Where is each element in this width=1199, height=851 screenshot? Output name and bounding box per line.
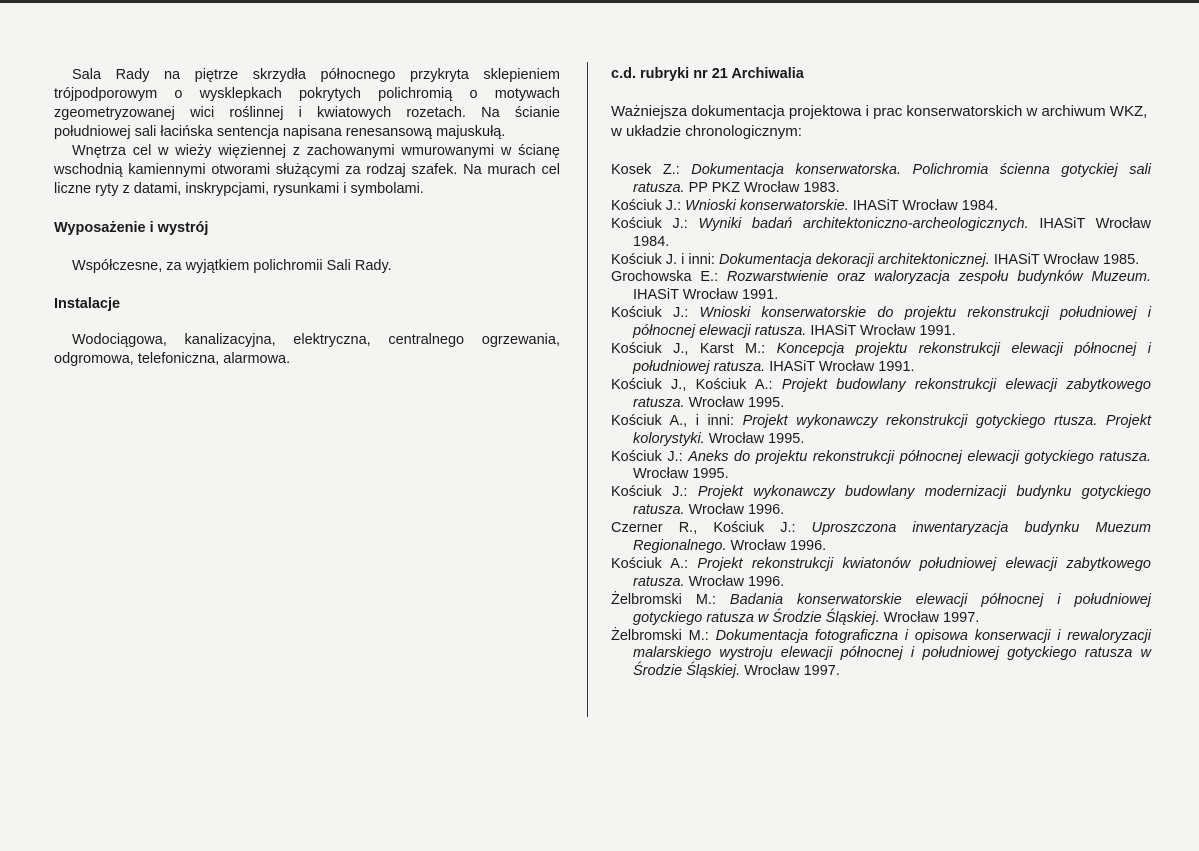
reference-item (611, 484, 1151, 520)
top-border (0, 0, 1199, 3)
reference-author: Kościuk J.: (611, 448, 689, 465)
reference-item (611, 216, 1151, 252)
reference-list (611, 162, 1151, 681)
reference-title: Wnioski konserwatorskie do projektu rekonstrukcji południowej i północnej elewacji ratusza. (633, 305, 1151, 340)
reference-title: Wyniki badań architektoniczno-archeologicznych. (698, 215, 1029, 232)
reference-publisher: Wrocław 1996. (726, 538, 827, 555)
reference-publisher: Wrocław 1996. (684, 573, 785, 590)
reference-title: Aneks do projektu rekonstrukcji północnej elewacji gotyckiego ratusza. (688, 448, 1152, 465)
reference-publisher: IHASiT Wrocław 1991. (633, 287, 779, 304)
reference-title: Badania konserwatorskie elewacji północnej i południowej gotyckiego ratusza w Środzie Śląskiej. (633, 591, 1151, 626)
paragraph-prison-tower: Wnętrza cel w wieży więziennej z zachowanymi wmurowanymi w ścianę wschodnią kamiennymi otworami służącymi za rodzaj szafek. Na murach cel liczne ryty z datami, inskrypcjami, rysunkami i symbolami. (54, 143, 560, 197)
reference-item (611, 305, 1151, 341)
reference-publisher: Wrocław 1997. (740, 663, 840, 680)
reference-title: Projekt budowlany rekonstrukcji elewacji zabytkowego ratusza. (633, 376, 1151, 411)
reference-title: Koncepcja projektu rekonstrukcji elewacji północnej i południowej ratusza. (633, 341, 1151, 375)
reference-author: Kościuk J., Karst M.: (611, 341, 777, 358)
reference-publisher: IHASiT Wrocław 1985. (989, 251, 1140, 268)
reference-title: Rozwarstwienie oraz waloryzacja zespołu budynków Muzeum. (726, 269, 1151, 286)
reference-publisher: IHASiT Wrocław 1984. (848, 197, 999, 214)
reference-publisher: IHASiT Wrocław 1984. (633, 215, 1152, 250)
reference-author: Kościuk J., Kościuk A.: (611, 376, 782, 393)
reference-publisher: Wrocław 1996. (684, 502, 785, 519)
reference-author: Kościuk J.: (611, 215, 699, 232)
reference-item (611, 449, 1151, 485)
reference-item (611, 341, 1151, 377)
reference-author: Żelbromski M.: (611, 591, 730, 608)
reference-publisher: Wrocław 1997. (879, 609, 980, 626)
reference-author: Kościuk A.: (611, 555, 698, 572)
reference-title: Dokumentacja dekoracji architektonicznej. (719, 251, 990, 268)
reference-title: Dokumentacja konserwatorska. Polichromia ścienna gotyckiej sali ratusza. (633, 162, 1151, 196)
paragraph-council-hall: Sala Rady na piętrze skrzydła północnego przykryta sklepieniem trójpodporowym o wysklepkach pokrytych polichromią o motywach zgeometryzowanej wici roślinnej i kwiatowych rozetach. Na ścianie południowej sali łacińska sentencja napisana renesansową majuskułą. (54, 67, 560, 140)
reference-title: Wnioski konserwatorskie. (685, 197, 849, 214)
reference-author: Czerner R., Kościuk J.: (611, 520, 812, 537)
reference-author: Kościuk J.: (611, 484, 698, 501)
reference-publisher: Wrocław 1995. (684, 394, 785, 411)
reference-author: Kościuk J.: (611, 305, 700, 322)
archive-intro: Ważniejsza dokumentacja projektowa i prac konserwatorskich w archiwum WKZ, w układzie chronologicznym: (611, 103, 1148, 140)
reference-item (611, 628, 1151, 682)
reference-title: Uproszczona inwentaryzacja budynku Muezum Regionalnego. (633, 520, 1151, 555)
reference-publisher: IHASiT Wrocław 1991. (806, 323, 956, 340)
reference-author: Kosek Z.: (611, 162, 692, 178)
reference-author: Kościuk J.: (611, 197, 686, 214)
reference-publisher: Wrocław 1995. (633, 466, 729, 483)
reference-item (611, 413, 1151, 449)
reference-item (611, 269, 1151, 305)
reference-title: Projekt wykonawczy rekonstrukcji gotyckiego rtusza. Projekt kolorystyki. (633, 412, 1151, 447)
reference-publisher: PP PKZ Wrocław 1983. (684, 179, 840, 196)
equipment-text: Współczesne, za wyjątkiem polichromii Sali Rady. (72, 258, 392, 274)
reference-item (611, 162, 1151, 198)
reference-title: Dokumentacja fotograficzna i opisowa konserwacji i rewaloryzacji malarskiego wystroju elewacji północnej i południowej gotyckiego ratusza w Środzie Śląskiej. (633, 627, 1152, 680)
reference-author: Kościuk A., i inni: (611, 412, 743, 429)
reference-publisher: IHASiT Wrocław 1991. (765, 358, 915, 375)
reference-item (611, 252, 1151, 270)
installations-text: Wodociągowa, kanalizacyjna, elektryczna, centralnego ogrzewania, odgromowa, telefoniczna, alarmowa. (54, 332, 560, 367)
reference-title: Projekt rekonstrukcji kwiatonów południowej elewacji zabytkowego ratusza. (633, 555, 1151, 590)
equipment-heading: Wyposażenie i wystrój (54, 220, 209, 236)
installations-heading: Instalacje (54, 296, 121, 312)
left-column (54, 66, 560, 369)
right-column (611, 66, 1151, 681)
reference-item (611, 592, 1151, 628)
archive-heading: c.d. rubryki nr 21 Archiwalia (611, 66, 804, 82)
reference-item (611, 520, 1151, 556)
reference-author: Grochowska E.: (611, 269, 727, 286)
reference-author: Żelbromski M.: (611, 627, 716, 644)
column-divider (587, 62, 588, 717)
reference-item (611, 198, 1151, 216)
reference-item (611, 556, 1151, 592)
reference-publisher: Wrocław 1995. (704, 430, 805, 447)
reference-title: Projekt wykonawczy budowlany modernizacji budynku gotyckiego ratusza. (633, 484, 1151, 519)
reference-item (611, 377, 1151, 413)
reference-author: Kościuk J. i inni: (611, 251, 719, 268)
